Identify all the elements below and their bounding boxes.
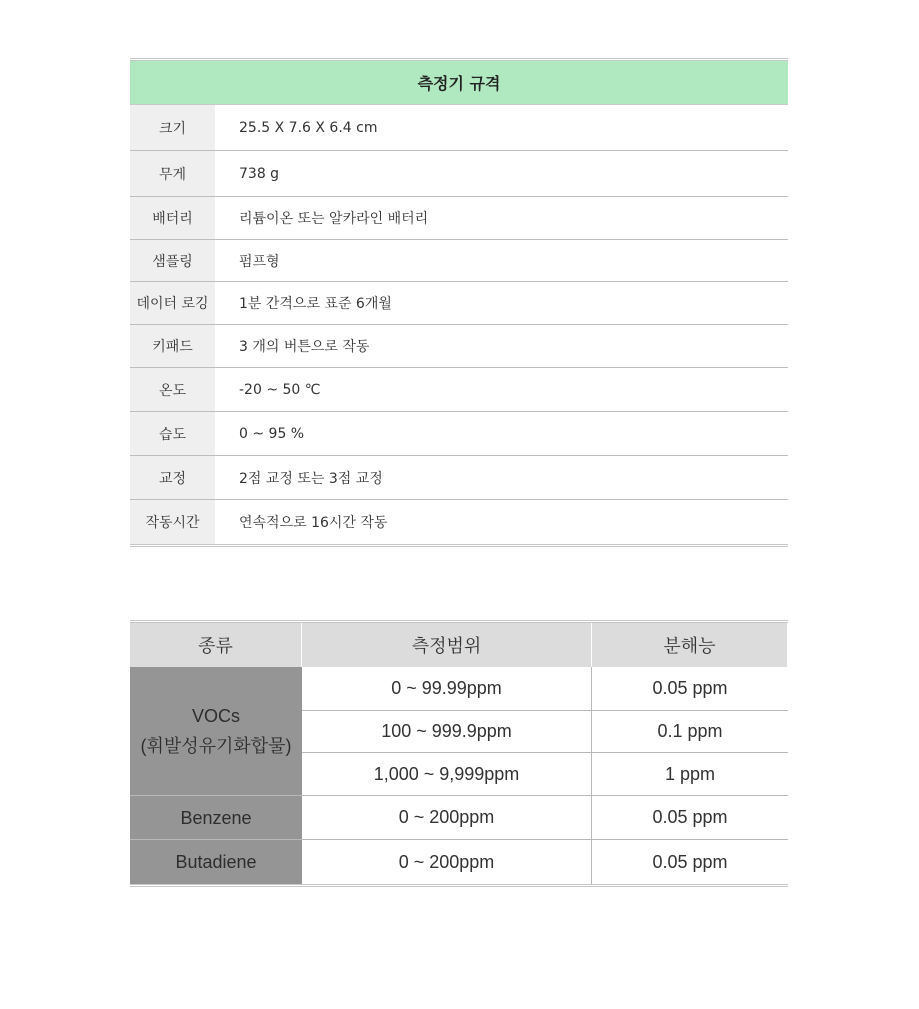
- type-name: Butadiene: [175, 852, 257, 872]
- type-name: Benzene: [180, 807, 252, 828]
- type-subname: (휘발성유기화합물): [140, 736, 292, 756]
- spec-label: 무게: [130, 151, 215, 196]
- resolution-cell: 0.05 ppm: [592, 667, 788, 711]
- spec-value: 펌프형: [239, 253, 280, 270]
- spec-label: 온도: [130, 368, 215, 411]
- header-range: 측정범위: [302, 623, 592, 667]
- spec-table: [130, 58, 788, 547]
- spec-row-data-logging: [130, 282, 788, 325]
- spec-row-weight: [130, 151, 788, 197]
- type-name: VOCs: [191, 706, 240, 726]
- measurement-table: [130, 620, 788, 887]
- spec-row-size: [130, 105, 788, 151]
- type-cell-benzene: [130, 796, 302, 840]
- type-cell-vocs: [130, 667, 302, 796]
- spec-value: 25.5 X 7.6 X 6.4 cm: [239, 119, 378, 136]
- spec-value: 0 ~ 95 %: [239, 425, 305, 442]
- spec-label: 교정: [130, 456, 215, 499]
- spec-row-operating-time: [130, 500, 788, 544]
- spec-label: 크기: [130, 105, 215, 150]
- spec-label: 배터리: [130, 197, 215, 239]
- resolution-cell: 0.05 ppm: [592, 796, 788, 840]
- header-type: 종류: [130, 623, 302, 667]
- spec-table-title: 측정기 규격: [130, 61, 788, 105]
- spec-label: 키패드: [130, 325, 215, 367]
- spec-value: 리튬이온 또는 알카라인 배터리: [239, 211, 429, 227]
- spec-value: 1분 간격으로 표준 6개월: [239, 296, 392, 312]
- spec-label: 샘플링: [130, 240, 215, 281]
- spec-row-sampling: [130, 240, 788, 282]
- spec-label: 작동시간: [130, 500, 215, 544]
- spec-value: 연속적으로 16시간 작동: [239, 515, 388, 531]
- spec-value: 2점 교정 또는 3점 교정: [239, 470, 383, 487]
- spec-row-calibration: [130, 456, 788, 500]
- spec-row-battery: [130, 197, 788, 240]
- resolution-cell: 1 ppm: [592, 753, 788, 796]
- spec-label: 데이터 로깅: [130, 282, 215, 324]
- type-cell-butadiene: [130, 840, 302, 884]
- resolution-cell: 0.05 ppm: [652, 851, 728, 872]
- range-cell: 0 ~ 200ppm: [302, 796, 592, 840]
- range-cell: 0 ~ 99.99ppm: [302, 667, 592, 711]
- spec-label: 습도: [130, 412, 215, 455]
- spec-value: 3 개의 버튼으로 작동: [239, 339, 370, 355]
- spec-value: -20 ~ 50 ℃: [239, 381, 321, 398]
- spec-value: 738 g: [239, 165, 280, 182]
- spec-row-keypad: [130, 325, 788, 368]
- spec-row-temperature: [130, 368, 788, 412]
- resolution-cell: 0.1 ppm: [592, 711, 788, 753]
- range-cell: 100 ~ 999.9ppm: [302, 711, 592, 753]
- spec-row-humidity: [130, 412, 788, 456]
- range-cell: 0 ~ 200ppm: [302, 840, 592, 884]
- header-resolution: 분해능: [592, 623, 788, 667]
- range-cell: 1,000 ~ 9,999ppm: [302, 753, 592, 796]
